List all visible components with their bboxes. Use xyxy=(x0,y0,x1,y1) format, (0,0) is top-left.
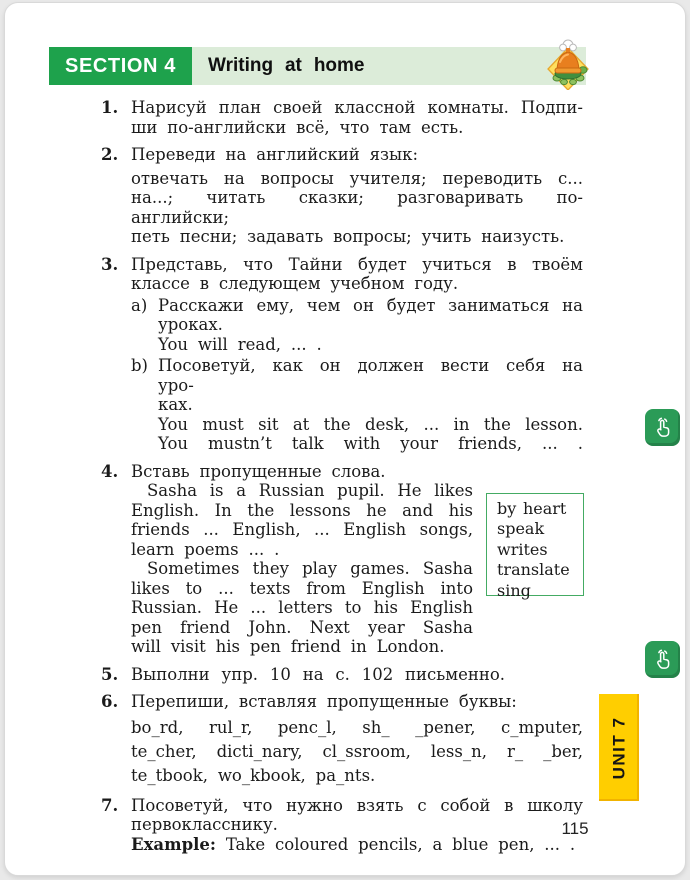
word-bank xyxy=(486,493,584,600)
text-line: Посоветуй, что нужно взять с собой в школу xyxy=(131,795,583,815)
exercise-instruction: Вставь пропущенные слова. xyxy=(131,461,386,481)
exercise-1 xyxy=(101,98,583,137)
exercise-6 xyxy=(101,692,583,788)
writing-hand-icon xyxy=(645,641,680,678)
text-line: ках. xyxy=(158,395,193,414)
exercise-number: 1. xyxy=(101,98,119,117)
section-header xyxy=(49,47,586,85)
text-line: te_cher, dicti_nary, cl_ssroom, less_n, r_ _ber, xyxy=(131,741,583,761)
text-line: Представь, что Тайни будет учиться в твоём xyxy=(131,254,583,274)
exercise-instruction: Переведи на английский язык: xyxy=(131,145,419,164)
text-line: Sometimes they play games. Sasha xyxy=(147,559,473,578)
text-line: will visit his pen friend in London. xyxy=(131,637,445,656)
exercise-7 xyxy=(101,796,583,855)
word-bank-item: by heart xyxy=(497,498,567,518)
textbook-page xyxy=(4,2,686,876)
example-label: Example: xyxy=(131,834,216,854)
word-bank-item: speak xyxy=(497,519,545,538)
word-bank-item: sing xyxy=(497,580,531,600)
text-line: Посоветуй, как он должен вести себя на уро- xyxy=(158,356,583,395)
word-bank-item: translate xyxy=(497,560,570,579)
text-line: You mustn’t talk with your friends, ... . xyxy=(158,434,583,453)
exercise-number: 6. xyxy=(101,692,119,711)
example-text: Take coloured pencils, a blue pen, ... . xyxy=(215,834,576,854)
unit-tab xyxy=(599,694,639,801)
text-line: You will read, ... . xyxy=(158,334,322,354)
sub-item-b xyxy=(131,356,583,454)
exercise-5 xyxy=(101,665,583,685)
unit-tab-label: UNIT 7 xyxy=(609,716,628,779)
sub-item-label: b) xyxy=(131,356,148,375)
text-line: likes to ... texts from English into xyxy=(131,578,473,598)
exercise-3 xyxy=(101,255,583,454)
page-number: 115 xyxy=(561,819,589,838)
text-line: первокласснику. xyxy=(131,815,278,834)
text-line: learn poems ... . xyxy=(131,539,280,559)
text-line: классе в следующем учебном году. xyxy=(131,274,459,293)
text-line: Выполни упр. 10 на с. 102 письменно. xyxy=(131,664,506,684)
text-line: ши по-английски всё, что там есть. xyxy=(131,117,464,137)
sub-item-label: a) xyxy=(131,295,148,315)
text-line: friends ... English, ... English songs, xyxy=(131,520,473,539)
text-line: петь песни; задавать вопросы; учить наизусть. xyxy=(131,227,565,246)
bell-turtle-mascot-icon xyxy=(546,38,590,90)
text-line: You must sit at the desk, ... in the lesson. xyxy=(158,414,583,434)
example-line xyxy=(131,835,583,855)
text-line: на...; читать сказки; разговаривать по-английски; xyxy=(131,188,583,227)
exercise-number: 7. xyxy=(101,795,119,815)
exercise-number: 3. xyxy=(101,254,119,274)
exercise-instruction: Перепиши, вставляя пропущенные буквы: xyxy=(131,692,517,711)
text-line: bo_rd, rul_r, penc_l, sh_ _pener, c_mputer, xyxy=(131,717,583,737)
sub-item-a xyxy=(131,296,583,355)
exercise-number: 2. xyxy=(101,145,119,164)
text-line: English. In the lessons he and his xyxy=(131,500,473,520)
page-title: Writing at home xyxy=(207,55,365,76)
text-line: te_tbook, wo_kbook, pa_nts. xyxy=(131,765,376,785)
exercise-2 xyxy=(101,145,583,247)
text-line: Sasha is a Russian pupil. He likes xyxy=(147,481,473,500)
text-line: Нарисуй план своей классной комнаты. Подпи- xyxy=(131,98,583,117)
exercise-number: 5. xyxy=(101,664,119,684)
text-line: Расскажи ему, чем он будет заниматься на xyxy=(158,295,583,315)
text-line: pen friend John. Next year Sasha xyxy=(131,617,473,637)
writing-hand-icon xyxy=(645,409,680,446)
text-line: отвечать на вопросы учителя; переводить с... xyxy=(131,168,583,188)
text-line: уроках. xyxy=(158,315,223,334)
exercise-4 xyxy=(101,462,583,657)
word-bank-item: writes xyxy=(497,539,548,559)
exercise-number: 4. xyxy=(101,461,119,481)
section-badge: SECTION 4 xyxy=(49,47,192,85)
exercise-list xyxy=(101,98,583,862)
text-line: Russian. He ... letters to his English xyxy=(131,598,473,617)
